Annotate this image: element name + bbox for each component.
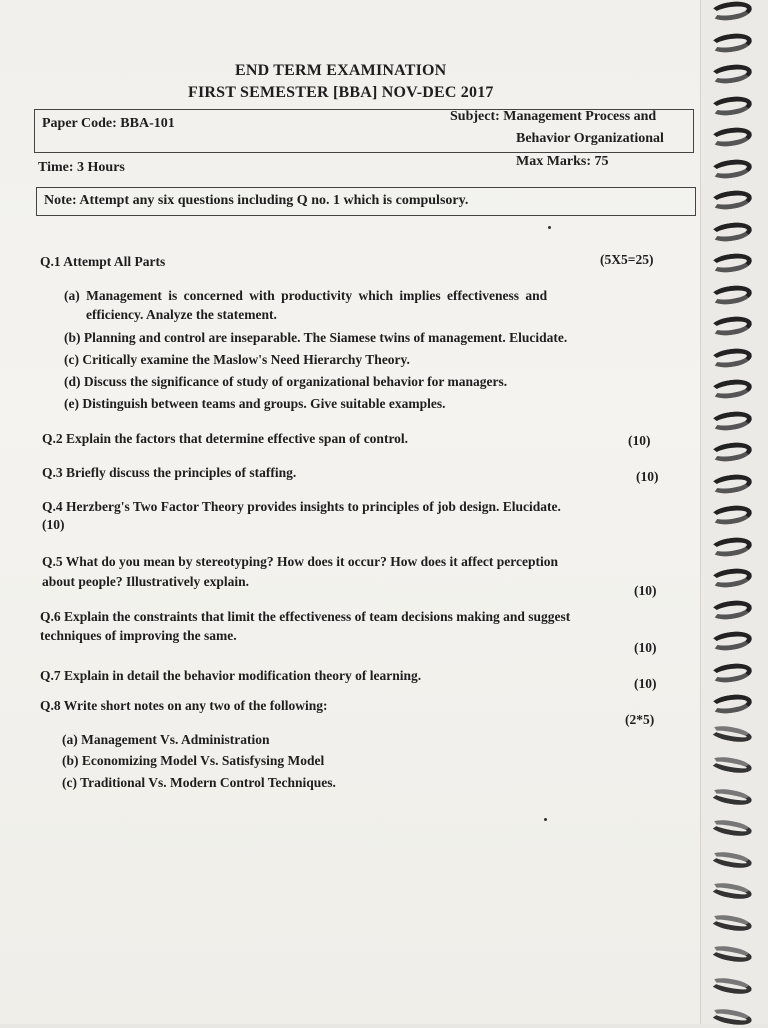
- question-2-marks: (10): [628, 433, 651, 448]
- question-8-marks: (2*5): [625, 712, 655, 727]
- question-8-label: Q.8 Write short notes on any two of the following:: [40, 698, 328, 713]
- question-8-part-c: (c) Traditional Vs. Modern Control Techniques.: [62, 775, 336, 790]
- exam-semester: FIRST SEMESTER [BBA] NOV-DEC 2017: [188, 84, 494, 101]
- question-1-part-a: (a) Management is concerned with productivity which implies effectiveness and: [64, 288, 548, 303]
- question-1-part-c: (c) Critically examine the Maslow's Need Hierarchy Theory.: [64, 352, 410, 367]
- exam-time: Time: 3 Hours: [38, 160, 125, 175]
- exam-title: END TERM EXAMINATION: [235, 62, 447, 79]
- exam-note: Note: Attempt any six questions including Q no. 1 which is compulsory.: [44, 193, 469, 208]
- question-6-label: Q.6 Explain the constraints that limit the effectiveness of team decisions making and suggest: [40, 609, 571, 624]
- subject-line-1: Subject: Management Process and: [450, 109, 657, 124]
- question-1-label: Q.1 Attempt All Parts: [40, 254, 166, 269]
- question-1-part-d: (d) Discuss the significance of study of organizational behavior for managers.: [64, 374, 508, 389]
- question-3-label: Q.3 Briefly discuss the principles of staffing.: [42, 465, 297, 480]
- question-4-marks: (10): [42, 517, 65, 532]
- subject-line-2: Behavior Organizational: [516, 131, 664, 146]
- max-marks: Max Marks: 75: [516, 154, 609, 169]
- paper-code: Paper Code: BBA-101: [42, 116, 175, 131]
- question-1-part-b: (b) Planning and control are inseparable. The Siamese twins of management. Elucidate.: [64, 330, 568, 345]
- ink-speck: [548, 226, 551, 229]
- question-5-line-2: about people? Illustratively explain.: [42, 574, 250, 589]
- question-5-label: Q.5 What do you mean by stereotyping? How does it occur? How does it affect perception: [42, 554, 558, 569]
- question-1-part-a-cont: efficiency. Analyze the statement.: [86, 307, 277, 322]
- question-1-part-e: (e) Distinguish between teams and groups. Give suitable examples.: [64, 396, 446, 411]
- question-7-marks: (10): [634, 676, 657, 691]
- question-8-part-b: (b) Economizing Model Vs. Satisfysing Model: [62, 753, 325, 768]
- question-8-part-a: (a) Management Vs. Administration: [62, 732, 270, 747]
- question-4-label: Q.4 Herzberg's Two Factor Theory provides insights to principles of job design. Elucidate.: [42, 499, 561, 514]
- question-2-label: Q.2 Explain the factors that determine effective span of control.: [42, 431, 409, 446]
- question-5-marks: (10): [634, 583, 657, 598]
- ink-speck: [544, 818, 547, 821]
- question-1-marks: (5X5=25): [600, 252, 654, 267]
- question-3-marks: (10): [636, 469, 659, 484]
- question-6-marks: (10): [634, 640, 657, 655]
- question-6-line-2: techniques of improving the same.: [40, 628, 237, 643]
- question-7-label: Q.7 Explain in detail the behavior modification theory of learning.: [40, 668, 422, 683]
